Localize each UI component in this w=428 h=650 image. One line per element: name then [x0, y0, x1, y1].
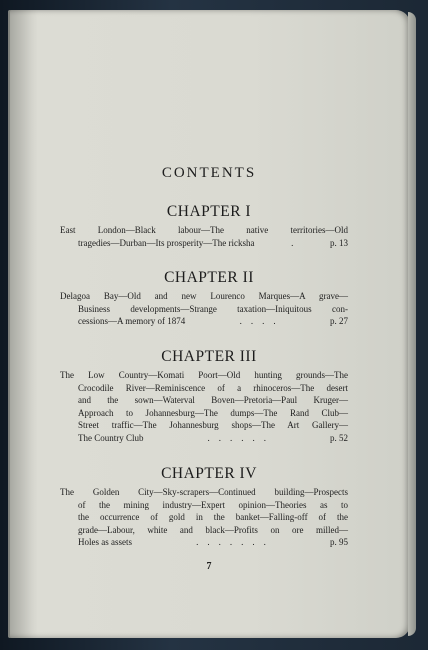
dot-leader: .: [291, 237, 294, 248]
chapter-4-line-3: the occurrence of gold in the banket—Falling-off of the: [78, 512, 348, 523]
chapter-3-line-3: and the sown—Waterval Boven—Pretoria—Paul Kruger—: [78, 395, 348, 406]
contents-heading: CONTENTS: [161, 165, 257, 181]
chapter-4-line-5: [60, 536, 348, 549]
book-page: [8, 10, 410, 638]
chapter-3-summary: [60, 369, 348, 445]
page-reference: p. 95: [330, 537, 348, 548]
entry-text: The Country Club: [78, 432, 144, 443]
page-edge: [408, 12, 416, 636]
chapter-4-line-2: of the mining industry—Expert opinion—Theories as to: [78, 499, 348, 510]
chapter-2-title: CHAPTER II: [164, 269, 254, 286]
entry-text: cessions—A memory of 1874: [78, 316, 186, 327]
dot-leader: . . . .: [239, 316, 276, 327]
chapter-2-line-2: Business developments—Strange taxation—Iniquitous con-: [78, 303, 348, 314]
chapter-3-line-4: Approach to Johannesburg—The dumps—The Rand Club—: [78, 407, 348, 418]
dot-leader: . . . . . . .: [196, 537, 266, 548]
chapter-4-line-1: The Golden City—Sky-scrapers—Continued building—Prospects: [60, 487, 348, 497]
dot-leader: . . . . . .: [207, 432, 266, 443]
chapter-4-line-4: grade—Labour, white and black—Profits on ore milled—: [78, 524, 348, 535]
chapter-2-line-1: Delagoa Bay—Old and new Lourenco Marques—A grave—: [60, 291, 348, 301]
page-number: 7: [206, 561, 212, 572]
chapter-3-line-5: Street traffic—The Johannesburg shops—The Art Gallery—: [78, 420, 348, 431]
chapter-2-summary: [60, 290, 348, 328]
chapter-3-line-2: Crocodile River—Reminiscence of a rhinoceros—The desert: [78, 382, 348, 393]
chapter-4-title: CHAPTER IV: [161, 465, 257, 482]
chapter-1-summary: [60, 224, 348, 249]
chapter-1-line-2: [60, 237, 348, 250]
entry-text: tragedies—Durban—Its prosperity—The ricksha: [78, 237, 255, 248]
page-reference: p. 27: [330, 316, 348, 327]
chapter-3-line-1: The Low Country—Komati Poort—Old hunting grounds—The: [60, 370, 348, 380]
page-reference: p. 13: [329, 237, 348, 248]
chapter-1-line-1: East London—Black labour—The native territories—Old: [60, 225, 348, 235]
page-reference: p. 52: [330, 432, 348, 443]
gutter-shadow: [8, 10, 38, 638]
chapter-4-summary: [60, 486, 348, 549]
entry-text: Holes as assets: [78, 537, 132, 548]
chapter-3-line-6: [60, 432, 348, 445]
chapter-3-title: CHAPTER III: [161, 348, 257, 365]
chapter-1-title: CHAPTER I: [166, 203, 252, 220]
chapter-2-line-3: [60, 315, 348, 328]
